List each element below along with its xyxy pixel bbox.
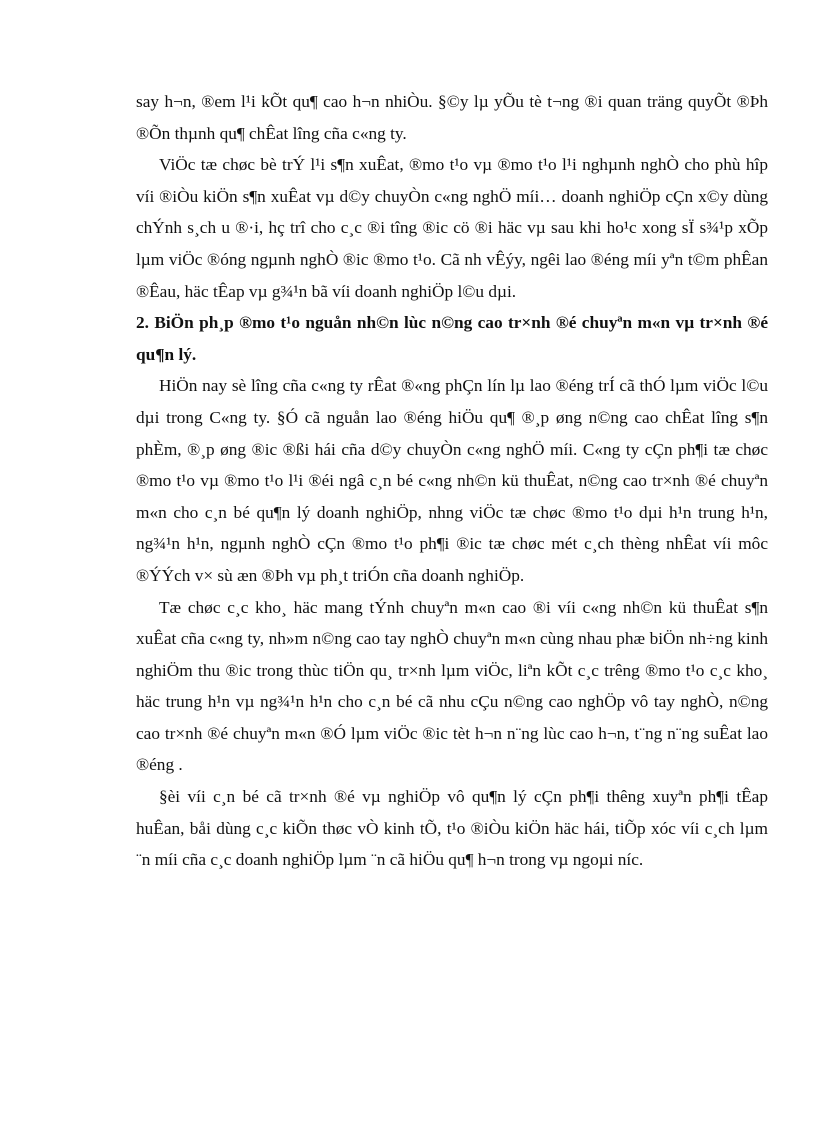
paragraph-5: §èi víi c¸n bé cã tr×nh ®é vµ nghiÖp vô qu¶n lý cÇn ph¶i thêng xuyªn ph¶i tÊap huÊan, båi dùng c¸c kiÕn thøc vÒ kinh tÕ, t¹o ®iÒu kiÖn häc hái, tiÕp xóc víi c¸ch lµm ¨n míi cña c¸c doanh nghiÖp lµm ¨n cã hiÖu qu¶ h¬n trong vµ ngoµi níc. [136,787,768,870]
paragraph-4: Tæ chøc c¸c kho¸ häc mang tÝnh chuyªn m«n cao ®i víi c«ng nh©n kü thuÊat s¶n xuÊat cña c«ng ty, nh»m n©ng cao tay nghÒ chuyªn m«n cùng nhau phæ biÖn nh÷ng kinh nghiÖm thu ®ic trong thùc tiÖn qu¸ tr×nh lµm viÖc, liªn kÕt c¸c trêng ®mo t¹o c¸c kho¸ häc trung h¹n vµ ng¾¹n h¹n cho c¸n bé cã nhu cÇu n©ng cao nghÖp vô tay nghÒ, n©ng cao tr×nh ®é chuyªn m«n ®Ó lµm viÖc ®ic tèt h¬n n¨ng lùc cao h¬n, t¨ng n¨ng suÊat lao ®éng . [136,597,768,775]
paragraph-1: say h¬n, ®em l¹i kÕt qu¶ cao h¬n nhiÒu. §©y lµ yÕu tè t¬ng ®i quan träng quyÕt ®Þh ®Õn thµnh qu¶ chÊat lîng cña c«ng ty. [136,92,768,143]
section-heading: 2. BiÖn ph¸p ®mo t¹o nguån nh©n lùc n©ng cao tr×nh ®é chuyªn m«n vµ tr×nh ®é qu¶n lý. [136,313,768,364]
paragraph-3: HiÖn nay sè lîng cña c«ng ty rÊat ®«ng phÇn lín lµ lao ®éng trÍ cã thÓ lµm viÖc l©u dµi trong C«ng ty. §Ó cã nguån lao ®éng hiÖu qu¶ ®¸p øng n©ng cao chÊat lîng s¶n phÈm, ®¸p øng ®ic ®ßi hái cña d©y chuyÒn c«ng nghÖ míi. C«ng ty cÇn ph¶i tæ chøc ®mo t¹o vµ ®mo t¹o l¹i ®éi ngâ c¸n bé c«ng nh©n kü thuÊat, n©ng cao tr×nh ®é chuyªn m«n cho c¸n bé qu¶n lý doanh nghiÖp, nhng viÖc tæ chøc ®mo t¹o dµi h¹n trung h¹n, ng¾¹n h¹n, ngµnh nghÒ cÇn ®mo t¹o ph¶i ®ic tæ chøc mét c¸ch thèng nhÊat víi môc ®ÝÝch v× sù æn ®Þh vµ ph¸t triÓn cña doanh nghiÖp. [136,376,768,585]
paragraph-2: ViÖc tæ chøc bè trÝ l¹i s¶n xuÊat, ®mo t¹o vµ ®mo t¹o l¹i nghµnh nghÒ cho phù hîp víi ®iÒu kiÖn s¶n xuÊat vµ d©y chuyÒn c«ng nghÖ míi… doanh nghiÖp cÇn x©y dùng chÝnh s¸ch u ®·i, hç trî cho c¸c ®i tîng ®ic cö ®i häc vµ sau khi ho¹c xong sÏ s¾¹p xÕp lµm viÖc ®óng ngµnh nghÒ ®ic ®mo t¹o. Cã nh vÊýy, ngêi lao ®éng míi yªn t©m phÊan ®Êau, häc tÊap vµ g¾¹n bã víi doanh nghiÖp l©u dµi. [136,155,768,301]
